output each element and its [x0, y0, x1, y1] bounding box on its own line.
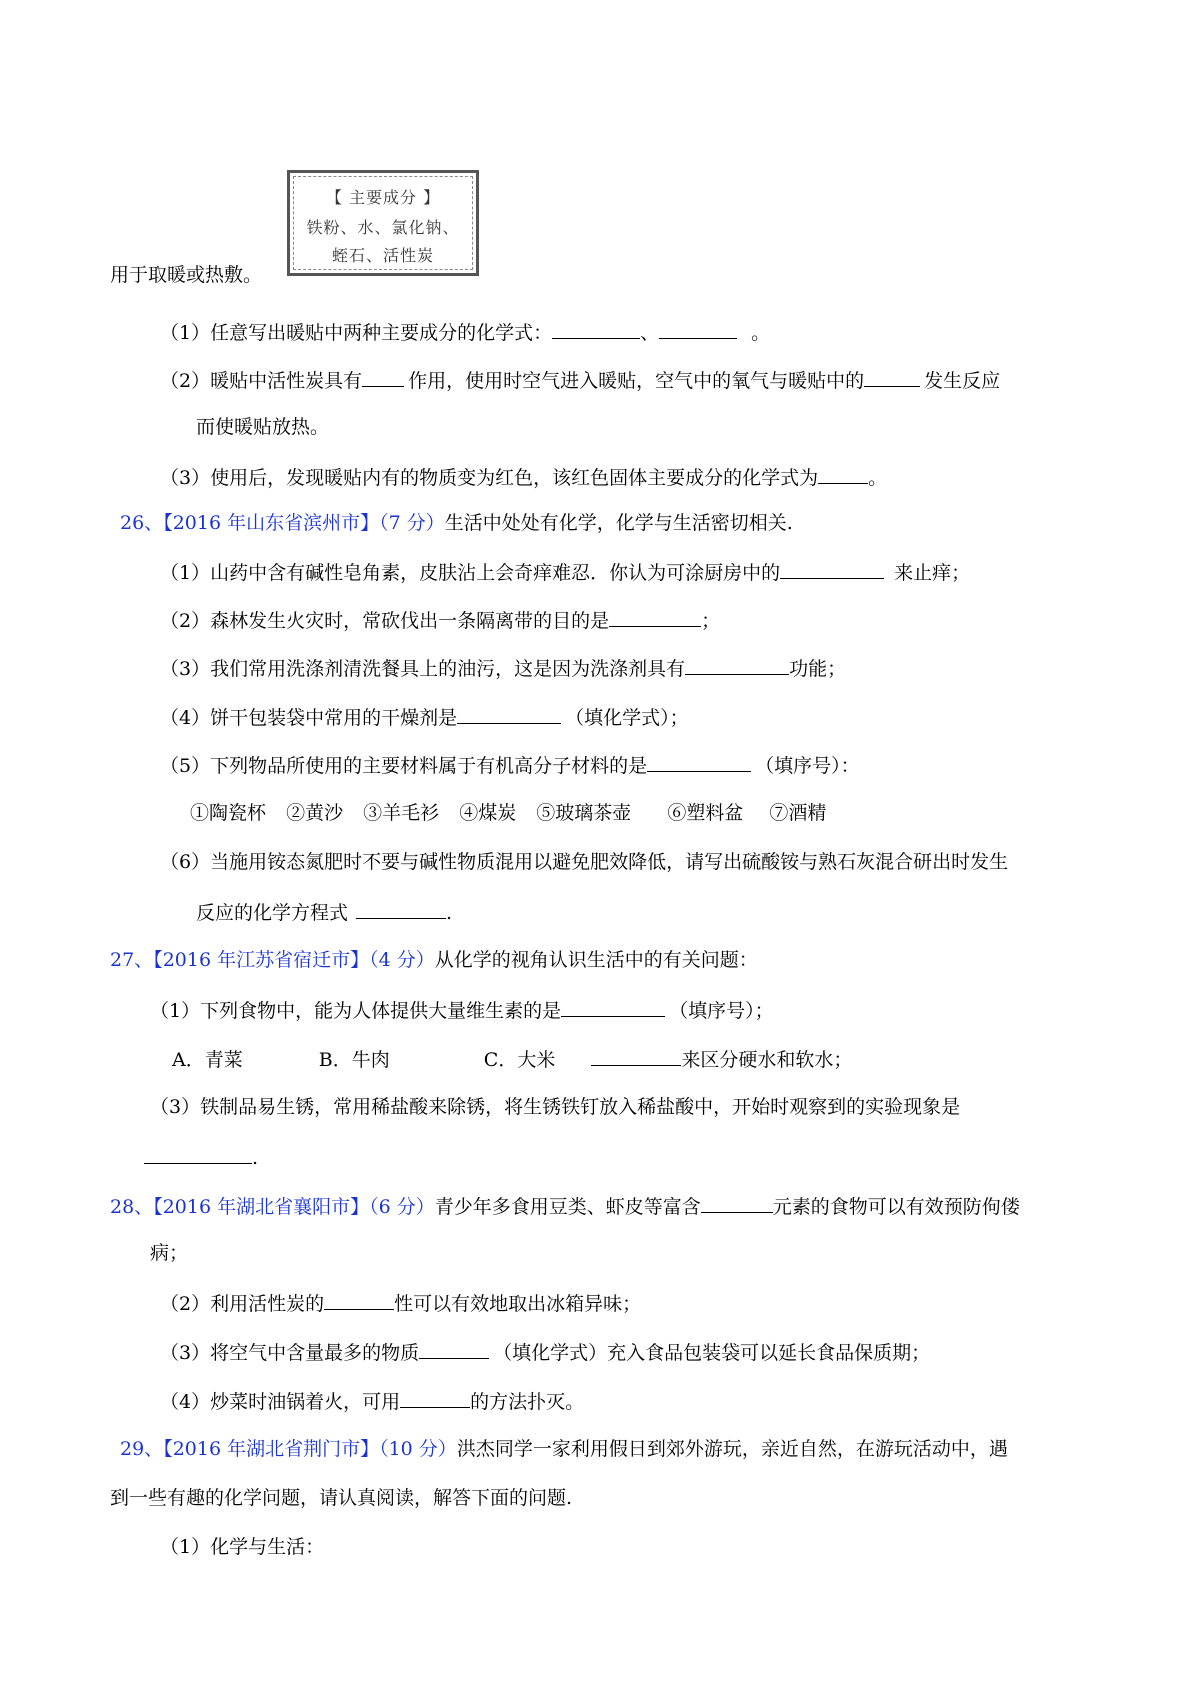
q27-part1-text-a: （1）下列食物中，能为人体提供大量维生素的是 [150, 1000, 562, 1022]
q27-option-c: C．大米 [483, 1049, 556, 1071]
q26-option: ⑤玻璃茶壶 [536, 802, 632, 824]
q28-stem-text-b: 元素的食物可以有效预防佝偻 [772, 1196, 1020, 1218]
q25-part2-blank2[interactable] [864, 366, 920, 387]
q26-part5-text-a: （5）下列物品所使用的主要材料属于有机高分子材料的是 [160, 755, 648, 777]
q26-stem-text: 生活中处处有化学，化学与生活密切相关. [444, 512, 793, 534]
q26-part5-blank[interactable] [647, 751, 751, 772]
q26-part2-blank[interactable] [609, 606, 701, 627]
q27-part1 [150, 996, 774, 1024]
q26-part6-cont [196, 898, 452, 926]
q26-part1-blank[interactable] [780, 558, 884, 579]
q26-part2-text-a: （2）森林发生火灾时，常砍伐出一条隔离带的目的是 [160, 610, 610, 632]
q26-part6-text-b: 反应的化学方程式 [196, 902, 349, 924]
q27-part2-blank[interactable] [591, 1045, 681, 1066]
q27-option-b: B．牛肉 [318, 1049, 390, 1071]
q28-stem-blank[interactable] [701, 1192, 773, 1213]
q28-part4-text-b: 的方法扑灭。 [470, 1391, 585, 1413]
q25-part1-blank1[interactable] [552, 318, 640, 339]
q26-number: 26、 [120, 512, 164, 534]
q25-part3-end: 。 [868, 467, 888, 489]
q25-part2-text-a: （2）暖贴中活性炭具有 [160, 370, 363, 392]
q26-option: ①陶瓷杯 [190, 802, 267, 824]
q26-part4-text-a: （4）饼干包装袋中常用的干燥剂是 [160, 707, 458, 729]
q27-part3-blank[interactable] [144, 1143, 252, 1164]
q25-part3-blank[interactable] [818, 463, 868, 484]
q28-part4-blank[interactable] [400, 1387, 470, 1408]
q25-part3 [160, 463, 887, 491]
q26-part5 [160, 751, 860, 779]
q28-part2 [160, 1289, 641, 1317]
q26-part3 [160, 654, 846, 682]
q26-options [190, 800, 826, 826]
q28-part2-text-b: 性可以有效地取出冰箱异味； [394, 1293, 642, 1315]
q25-part1-end: 。 [751, 322, 771, 344]
ingredient-label-line2: 蛭石、活性炭 [331, 246, 434, 265]
q26-part3-blank[interactable] [685, 654, 789, 675]
q28-part4-text-a: （4）炒菜时油锅着火，可用 [160, 1391, 401, 1413]
q29-part1: （1）化学与生活： [160, 1536, 325, 1558]
q26-part1-text-b: 来止痒； [894, 562, 971, 584]
q26-part2 [160, 606, 720, 634]
q26-part6-end: . [446, 902, 453, 924]
q25-part2-text-b: 作用，使用时空气进入暖贴，空气中的氧气与暖贴中的 [408, 370, 865, 392]
q26-option: ③羊毛衫 [363, 802, 440, 824]
q29-stem-cont: 到一些有趣的化学问题，请认真阅读，解答下面的问题. [110, 1487, 573, 1509]
q25-intro: 用于取暖或热敷。 [110, 264, 263, 286]
q26-option: ②黄沙 [286, 802, 344, 824]
q29-stem [120, 1436, 1008, 1462]
q29-stem-text-a: 洪杰同学一家利用假日到郊外游玩，亲近自然，在游玩活动中，遇 [456, 1438, 1008, 1460]
q26-option: ④煤炭 [459, 802, 517, 824]
q27-part3-cont [144, 1143, 258, 1171]
q29-source: 【2016 年湖北省荆门市】（10 分） [163, 1438, 457, 1460]
q27-part1-blank[interactable] [561, 996, 665, 1017]
q25-part2-text-c: 发生反应 [924, 370, 1001, 392]
q25-part1 [160, 318, 770, 346]
q25-part1-text: （1）任意写出暖贴中两种主要成分的化学式： [160, 322, 553, 344]
q26-option: ⑥塑料盆 [667, 802, 744, 824]
q25-part2-cont: 而使暖贴放热。 [196, 416, 330, 438]
q25-part2-blank1[interactable] [362, 366, 404, 387]
q27-stem [110, 947, 758, 973]
q26-part5-text-b: （填序号）： [755, 755, 860, 777]
q26-part4-blank[interactable] [457, 703, 561, 724]
q27-stem-text: 从化学的视角认识生活中的有关问题： [434, 949, 758, 971]
q27-option-tail: 来区分硬水和软水； [681, 1049, 853, 1071]
q26-part3-text-b: 功能； [789, 658, 847, 680]
q25-part2 [160, 366, 1000, 394]
q27-number: 27、 [110, 949, 154, 971]
q28-part2-text-a: （2）利用活性炭的 [160, 1293, 325, 1315]
q25-part1-blank2[interactable] [659, 318, 737, 339]
ingredient-label-title: 【 主要成分 】 [325, 188, 441, 207]
q26-part4-text-b: （填化学式）； [565, 707, 689, 729]
q28-source: 【2016 年湖北省襄阳市】（6 分） [153, 1196, 435, 1218]
q27-part1-text-b: （填序号）； [669, 1000, 774, 1022]
q26-part6: （6）当施用铵态氮肥时不要与碱性物质混用以避免肥效降低，请写出硫酸铵与熟石灰混合研出时发生 [160, 851, 1009, 873]
q28-part3-text-a: （3）将空气中含量最多的物质 [160, 1342, 420, 1364]
q26-option: ⑦酒精 [769, 802, 827, 824]
q26-part1 [160, 558, 970, 586]
q27-option-a: A．青菜 [172, 1049, 243, 1071]
q28-part3 [160, 1338, 930, 1366]
q27-part3: （3）铁制品易生锈，常用稀盐酸来除锈，将生锈铁钉放入稀盐酸中，开始时观察到的实验现象是 [150, 1096, 961, 1118]
q28-part3-blank[interactable] [419, 1338, 489, 1359]
ingredient-label-image [287, 170, 479, 276]
q28-stem-cont: 病； [150, 1242, 189, 1264]
q26-part3-text-a: （3）我们常用洗涤剂清洗餐具上的油污，这是因为洗涤剂具有 [160, 658, 686, 680]
q28-part2-blank[interactable] [324, 1289, 394, 1310]
q27-source: 【2016 年江苏省宿迁市】（4 分） [153, 949, 435, 971]
q29-number: 29、 [120, 1438, 164, 1460]
q26-stem [120, 510, 793, 536]
q26-part2-text-b: ； [701, 610, 721, 632]
q27-options [172, 1045, 852, 1073]
q26-part1-text-a: （1）山药中含有碱性皂角素，皮肤沾上会奇痒难忍．你认为可涂厨房中的 [160, 562, 781, 584]
q25-part1-sep: 、 [640, 322, 660, 344]
q26-source: 【2016 年山东省滨州市】（7 分） [163, 512, 445, 534]
q28-stem-text-a: 青少年多食用豆类、虾皮等富含 [434, 1196, 701, 1218]
q28-part3-text-b: （填化学式）充入食品包装袋可以延长食品保质期； [493, 1342, 931, 1364]
q26-part4 [160, 703, 689, 731]
q26-part6-blank[interactable] [356, 898, 446, 919]
q25-part3-text: （3）使用后，发现暖贴内有的物质变为红色，该红色固体主要成分的化学式为 [160, 467, 819, 489]
q28-stem [110, 1192, 1020, 1220]
q28-part4 [160, 1387, 584, 1415]
q28-number: 28、 [110, 1196, 154, 1218]
ingredient-label-line1: 铁粉、水、氯化钠、 [306, 218, 460, 237]
q27-part3-end: . [252, 1147, 259, 1169]
